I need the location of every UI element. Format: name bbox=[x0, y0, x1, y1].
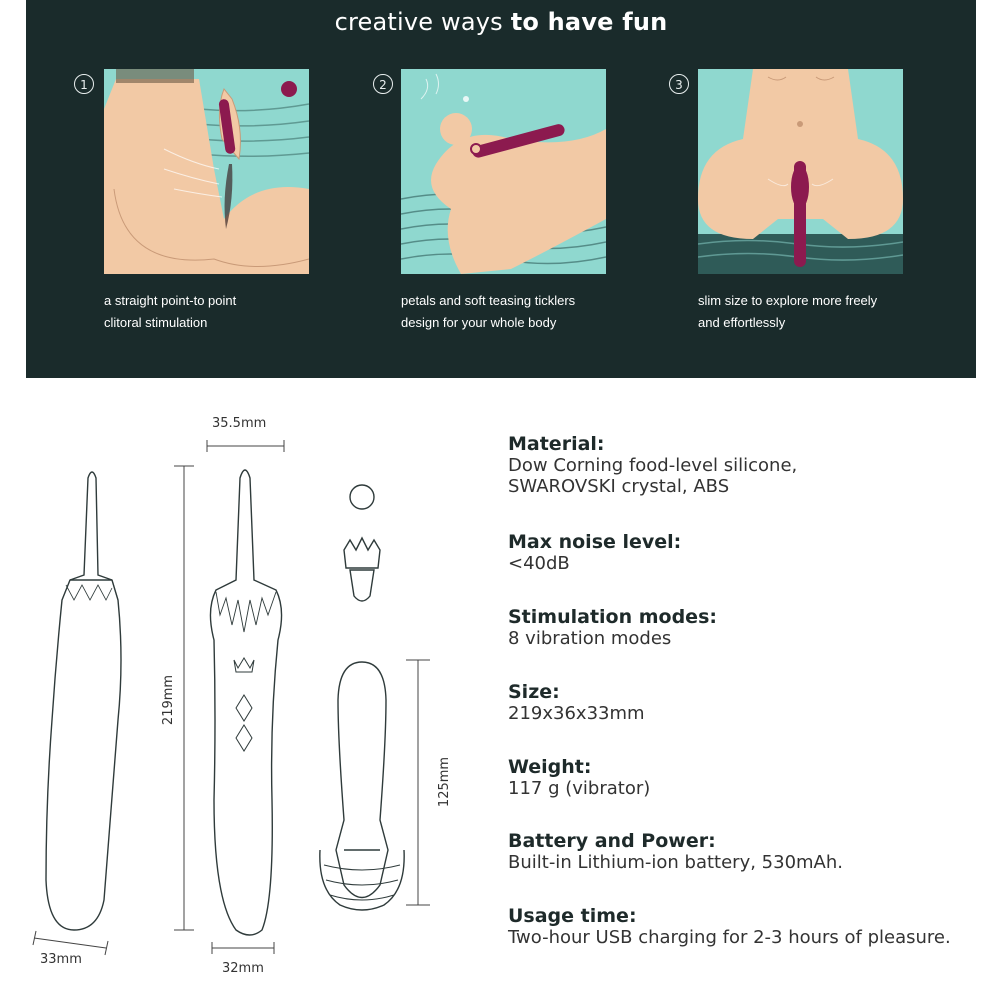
caption-1 bbox=[104, 290, 334, 334]
illustration-2 bbox=[401, 69, 606, 274]
banner-title-light: creative ways bbox=[334, 8, 511, 36]
spec-value: <40dB bbox=[508, 553, 570, 574]
banner-title-bold: to have fun bbox=[510, 8, 668, 36]
spec-modes bbox=[508, 606, 717, 649]
illustration-3 bbox=[698, 69, 903, 274]
dim-top-width: 35.5mm bbox=[212, 416, 267, 431]
spec-value: SWAROVSKI crystal, ABS bbox=[508, 476, 730, 497]
spec-size bbox=[508, 681, 645, 724]
spec-title: Max noise level: bbox=[508, 531, 682, 553]
caption-3-line-2: and effortlessly bbox=[698, 315, 786, 330]
illustration-panel-2 bbox=[401, 69, 606, 274]
caption-2 bbox=[401, 290, 631, 334]
spec-title: Battery and Power: bbox=[508, 830, 716, 852]
caption-2-line-1: petals and soft teasing ticklers bbox=[401, 293, 576, 308]
spec-noise bbox=[508, 531, 681, 574]
spec-material bbox=[508, 433, 797, 497]
device-front-view bbox=[210, 470, 281, 935]
dim-length: 219mm bbox=[161, 674, 176, 726]
spec-title: Material: bbox=[508, 433, 605, 455]
illustration-panel-3 bbox=[698, 69, 903, 274]
spec-value: Two-hour USB charging for 2-3 hours of pleasure. bbox=[508, 927, 951, 948]
spec-battery bbox=[508, 830, 843, 873]
product-line-drawing bbox=[0, 390, 480, 990]
step-number-1: 1 bbox=[74, 74, 94, 94]
usage-banner bbox=[26, 0, 976, 378]
caption-1-line-1: a straight point-to point bbox=[104, 293, 237, 308]
spec-weight bbox=[508, 756, 650, 799]
spec-title: Weight: bbox=[508, 756, 592, 778]
dim-base-left: 33mm bbox=[40, 952, 82, 967]
spec-title: Usage time: bbox=[508, 905, 637, 927]
spec-value: 219x36x33mm bbox=[508, 703, 645, 724]
device-side-view bbox=[46, 472, 121, 930]
attachment-wand bbox=[336, 662, 388, 898]
spec-value: Built-in Lithium-ion battery, 530mAh. bbox=[508, 852, 843, 873]
step-number-3: 3 bbox=[669, 74, 689, 94]
step-number-2: 2 bbox=[373, 74, 393, 94]
caption-3 bbox=[698, 290, 928, 334]
dim-base-middle: 32mm bbox=[222, 961, 264, 976]
spec-value: 8 vibration modes bbox=[508, 628, 672, 649]
banner-title bbox=[26, 8, 976, 36]
caption-1-line-2: clitoral stimulation bbox=[104, 315, 208, 330]
attachment-ball bbox=[350, 485, 374, 509]
spec-usage-time bbox=[508, 905, 951, 948]
spec-title: Size: bbox=[508, 681, 560, 703]
dim-attachment-length: 125mm bbox=[437, 756, 452, 808]
caption-3-line-1: slim size to explore more freely bbox=[698, 293, 878, 308]
dimension-diagram bbox=[0, 390, 480, 990]
illustration-panel-1 bbox=[104, 69, 309, 274]
spec-value: 117 g (vibrator) bbox=[508, 778, 651, 799]
attachment-petals bbox=[344, 538, 380, 568]
spec-title: Stimulation modes: bbox=[508, 606, 717, 628]
illustration-1 bbox=[104, 69, 309, 274]
spec-value: Dow Corning food-level silicone, bbox=[508, 455, 798, 476]
caption-2-line-2: design for your whole body bbox=[401, 315, 557, 330]
